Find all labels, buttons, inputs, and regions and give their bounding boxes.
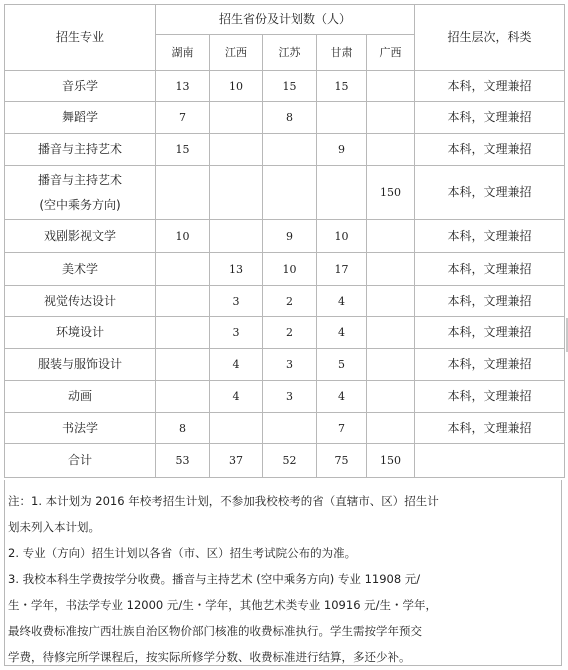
table-row bbox=[5, 253, 565, 286]
total-row bbox=[5, 444, 565, 478]
quota-cell: 15 bbox=[156, 134, 210, 166]
quota-cell: 10 bbox=[156, 220, 210, 253]
quota-cell bbox=[210, 102, 263, 134]
header-province: 江西 bbox=[210, 35, 263, 71]
quota-cell: 4 bbox=[210, 381, 263, 413]
quota-cell bbox=[367, 286, 415, 317]
quota-cell: 3 bbox=[263, 381, 317, 413]
quota-cell: 4 bbox=[317, 317, 367, 349]
level-cell: 本科，文理兼招 bbox=[415, 286, 565, 317]
quota-cell: 15 bbox=[317, 71, 367, 102]
major-name: 音乐学 bbox=[61, 78, 98, 93]
quota-cell: 8 bbox=[263, 102, 317, 134]
quota-cell: 150 bbox=[367, 166, 415, 220]
quota-cell bbox=[367, 220, 415, 253]
note-line: 注：1. 本计划为 2016 年校考招生计划，不参加我校校考的省（直辖市、区）招生计 bbox=[8, 494, 439, 508]
quota-cell bbox=[367, 253, 415, 286]
quota-cell: 3 bbox=[210, 286, 263, 317]
level-cell: 本科，文理兼招 bbox=[415, 381, 565, 413]
major-name-cell bbox=[5, 317, 156, 349]
note-line: 最终收费标准按广西壮族自治区物价部门核准的收费标准执行。学生需按学年预交 bbox=[8, 624, 422, 638]
major-name: 戏剧影视文学 bbox=[43, 228, 116, 243]
quota-cell: 5 bbox=[317, 349, 367, 381]
quota-cell: 17 bbox=[317, 253, 367, 286]
table-row bbox=[5, 220, 565, 253]
table-row bbox=[5, 102, 565, 134]
table-row bbox=[5, 286, 565, 317]
note-line: 2. 专业（方向）招生计划以各省（市、区）招生考试院公布的为准。 bbox=[8, 546, 357, 560]
total-label: 合计 bbox=[5, 444, 156, 478]
level-cell: 本科，文理兼招 bbox=[415, 220, 565, 253]
table-row bbox=[5, 134, 565, 166]
major-name-cell bbox=[5, 102, 156, 134]
major-name-cell bbox=[5, 413, 156, 444]
quota-cell bbox=[367, 349, 415, 381]
quota-cell bbox=[263, 166, 317, 220]
total-level-cell bbox=[415, 444, 565, 478]
quota-cell bbox=[367, 102, 415, 134]
quota-cell bbox=[156, 381, 210, 413]
quota-cell bbox=[210, 166, 263, 220]
major-name: 美术学 bbox=[61, 261, 98, 276]
header-province: 广西 bbox=[367, 35, 415, 71]
quota-cell bbox=[210, 220, 263, 253]
note-line: 3. 我校本科生学费按学分收费。播音与主持艺术 (空中乘务方向) 专业 11908 元/ bbox=[8, 572, 421, 586]
quota-cell bbox=[367, 71, 415, 102]
table-body bbox=[5, 71, 565, 478]
major-name: 播音与主持艺术 bbox=[37, 142, 122, 156]
total-cell: 150 bbox=[367, 444, 415, 478]
major-name-cell bbox=[5, 381, 156, 413]
major-name: 动画 bbox=[67, 389, 92, 403]
table-row bbox=[5, 413, 565, 444]
quota-cell bbox=[156, 286, 210, 317]
quota-cell: 9 bbox=[317, 134, 367, 166]
quota-cell bbox=[367, 413, 415, 444]
level-cell: 本科，文理兼招 bbox=[415, 134, 565, 166]
level-cell: 本科，文理兼招 bbox=[415, 349, 565, 381]
quota-cell bbox=[156, 166, 210, 220]
quota-cell bbox=[317, 166, 367, 220]
quota-cell: 4 bbox=[317, 286, 367, 317]
quota-cell: 15 bbox=[263, 71, 317, 102]
major-name-cell bbox=[5, 220, 156, 253]
header-province: 湖南 bbox=[156, 35, 210, 71]
level-cell: 本科，文理兼招 bbox=[415, 253, 565, 286]
total-cell: 53 bbox=[156, 444, 210, 478]
quota-cell: 3 bbox=[210, 317, 263, 349]
table-row bbox=[5, 71, 565, 102]
quota-cell: 3 bbox=[263, 349, 317, 381]
note-line: 学费，待修完所学课程后，按实际所修学分数、收费标准进行结算，多还少补。 bbox=[8, 650, 411, 664]
quota-cell: 10 bbox=[210, 71, 263, 102]
header-level: 招生层次，科类 bbox=[415, 5, 565, 71]
quota-cell: 7 bbox=[317, 413, 367, 444]
level-cell: 本科，文理兼招 bbox=[415, 317, 565, 349]
note-line: 生・学年，书法学专业 12000 元/生・学年，其他艺术类专业 10916 元/生・学年， bbox=[8, 598, 438, 612]
quota-cell bbox=[263, 413, 317, 444]
quota-cell bbox=[367, 381, 415, 413]
table-row bbox=[5, 166, 565, 220]
major-name-cell bbox=[5, 166, 156, 220]
total-cell: 37 bbox=[210, 444, 263, 478]
quota-cell bbox=[317, 102, 367, 134]
quota-cell bbox=[156, 349, 210, 381]
level-cell: 本科，文理兼招 bbox=[415, 413, 565, 444]
quota-cell bbox=[210, 134, 263, 166]
major-name-cell bbox=[5, 134, 156, 166]
major-name: 播音与主持艺术 bbox=[37, 172, 122, 187]
header-province: 甘肃 bbox=[317, 35, 367, 71]
major-name: 服装与服饰设计 bbox=[37, 357, 122, 371]
header-provinces-title: 招生省份及计划数（人） bbox=[156, 5, 415, 35]
quota-cell bbox=[367, 134, 415, 166]
quota-cell: 8 bbox=[156, 413, 210, 444]
major-name: 书法学 bbox=[61, 420, 98, 435]
quota-cell bbox=[156, 253, 210, 286]
header-province: 江苏 bbox=[263, 35, 317, 71]
quota-cell bbox=[210, 413, 263, 444]
notes-section bbox=[4, 480, 562, 666]
quota-cell: 10 bbox=[317, 220, 367, 253]
quota-cell bbox=[263, 134, 317, 166]
header-major: 招生专业 bbox=[5, 5, 156, 71]
major-name-cell bbox=[5, 349, 156, 381]
level-cell: 本科，文理兼招 bbox=[415, 71, 565, 102]
quota-cell: 9 bbox=[263, 220, 317, 253]
major-name: 舞蹈学 bbox=[61, 110, 98, 124]
note-line: 划未列入本计划。 bbox=[8, 520, 100, 534]
total-cell: 52 bbox=[263, 444, 317, 478]
table-row bbox=[5, 349, 565, 381]
quota-cell: 2 bbox=[263, 317, 317, 349]
table-row bbox=[5, 317, 565, 349]
major-name-cell bbox=[5, 253, 156, 286]
quota-cell: 2 bbox=[263, 286, 317, 317]
level-cell: 本科，文理兼招 bbox=[415, 102, 565, 134]
quota-cell: 10 bbox=[263, 253, 317, 286]
quota-cell: 4 bbox=[210, 349, 263, 381]
quota-cell: 4 bbox=[317, 381, 367, 413]
quota-cell bbox=[367, 317, 415, 349]
major-name: (空中乘务方向) bbox=[39, 197, 121, 212]
quota-cell: 13 bbox=[210, 253, 263, 286]
quota-cell: 13 bbox=[156, 71, 210, 102]
table-header-row bbox=[5, 5, 565, 35]
total-cell: 75 bbox=[317, 444, 367, 478]
major-name: 视觉传达设计 bbox=[43, 293, 116, 308]
table-row bbox=[5, 381, 565, 413]
quota-cell: 7 bbox=[156, 102, 210, 134]
major-name-cell bbox=[5, 71, 156, 102]
admissions-plan-table bbox=[4, 4, 565, 478]
major-name-cell bbox=[5, 286, 156, 317]
major-name: 环境设计 bbox=[55, 325, 104, 339]
quota-cell bbox=[156, 317, 210, 349]
level-cell: 本科，文理兼招 bbox=[415, 166, 565, 220]
